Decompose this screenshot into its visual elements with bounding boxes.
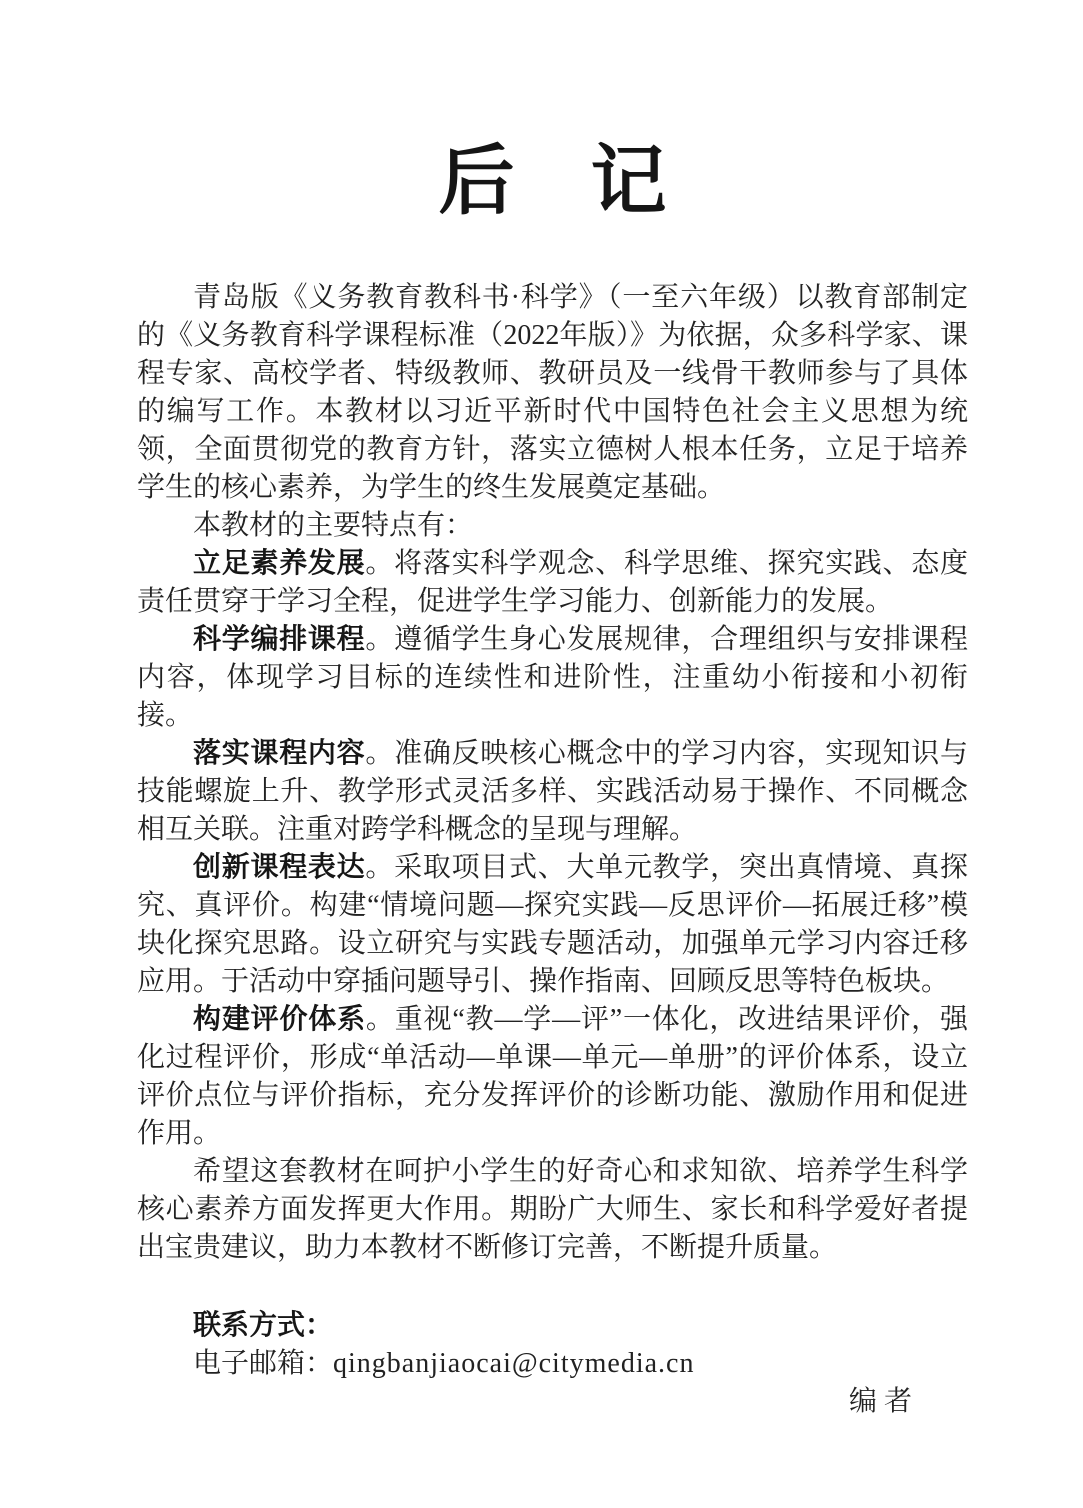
paragraph-text: 青岛版《义务教育教科书·科学》（一至六年级）以教育部制定的《义务教育科学课程标准（2022年版）》为依据，众多科学家、课程专家、高校学者、特级教师、教研员及一线骨干教师参与了具体的编写工作。本教材以习近平新时代中国特色社会主义思想为统领，全面贯彻党的教育方针，落实立德树人根本任务，立足于培养学生的核心素养，为学生的终生发展奠定基础。 xyxy=(137,281,968,503)
paragraph-text: 。准确反映核心概念中的学习内容，实现知识与技能螺旋上升、教学形式灵活多样、实践活动易于操作、不同概念相互关联。注重对跨学科概念的呈现与理解。 xyxy=(137,737,968,845)
paragraph-feature-3 xyxy=(137,735,968,849)
paragraph-text: 。采取项目式、大单元教学，突出真情境、真探究、真评价。构建“情境问题—探究实践—反思评价—拓展迁移”模块化探究思路。设立研究与实践专题活动，加强单元学习内容迁移应用。于活动中穿插问题导引、操作指南、回顾反思等特色板块。 xyxy=(137,851,968,997)
paragraph-closing xyxy=(137,1153,968,1267)
paragraph-feature-2 xyxy=(137,621,968,735)
paragraph-lead: 构建评价体系 xyxy=(193,1003,366,1035)
paragraph-feature-1 xyxy=(137,545,968,621)
paragraph-text: 。将落实科学观念、科学思维、探究实践、态度责任贯穿于学习全程，促进学生学习能力、创新能力的发展。 xyxy=(137,547,968,617)
paragraph-lead: 立足素养发展 xyxy=(193,547,366,579)
contact-email-line xyxy=(137,1345,968,1383)
contact-heading-line xyxy=(137,1307,968,1345)
signature: 编 者 xyxy=(848,1385,912,1417)
paragraph-lead: 落实课程内容 xyxy=(193,737,366,769)
paragraph-feature-4 xyxy=(137,849,968,1001)
paragraph-text: 。遵循学生身心发展规律，合理组织与安排课程内容，体现学习目标的连续性和进阶性，注重幼小衔接和小初衔接。 xyxy=(137,623,968,731)
paragraph-feature-5 xyxy=(137,1001,968,1153)
paragraph-lead: 科学编排课程 xyxy=(193,623,366,655)
paragraph-features-heading xyxy=(137,507,968,545)
email-address: qingbanjiaocai@citymedia.cn xyxy=(333,1347,695,1379)
paragraph-text: 。重视“教—学—评”一体化，改进结果评价，强化过程评价，形成“单活动—单课—单元—单册”的评价体系，设立评价点位与评价指标，充分发挥评价的诊断功能、激励作用和促进作用。 xyxy=(137,1003,968,1149)
afterword-body xyxy=(137,279,968,1267)
page-title: 后 记 xyxy=(438,140,667,224)
paragraph-intro xyxy=(137,279,968,507)
paragraph-lead: 创新课程表达 xyxy=(193,851,366,883)
email-label: 电子邮箱： xyxy=(193,1347,334,1379)
contact-block xyxy=(137,1307,968,1421)
contact-heading: 联系方式： xyxy=(193,1309,334,1341)
paragraph-text: 希望这套教材在呵护小学生的好奇心和求知欲、培养学生科学核心素养方面发挥更大作用。期盼广大师生、家长和科学爱好者提出宝贵建议，助力本教材不断修订完善，不断提升质量。 xyxy=(137,1155,968,1263)
paragraph-text: 本教材的主要特点有： xyxy=(193,509,474,541)
